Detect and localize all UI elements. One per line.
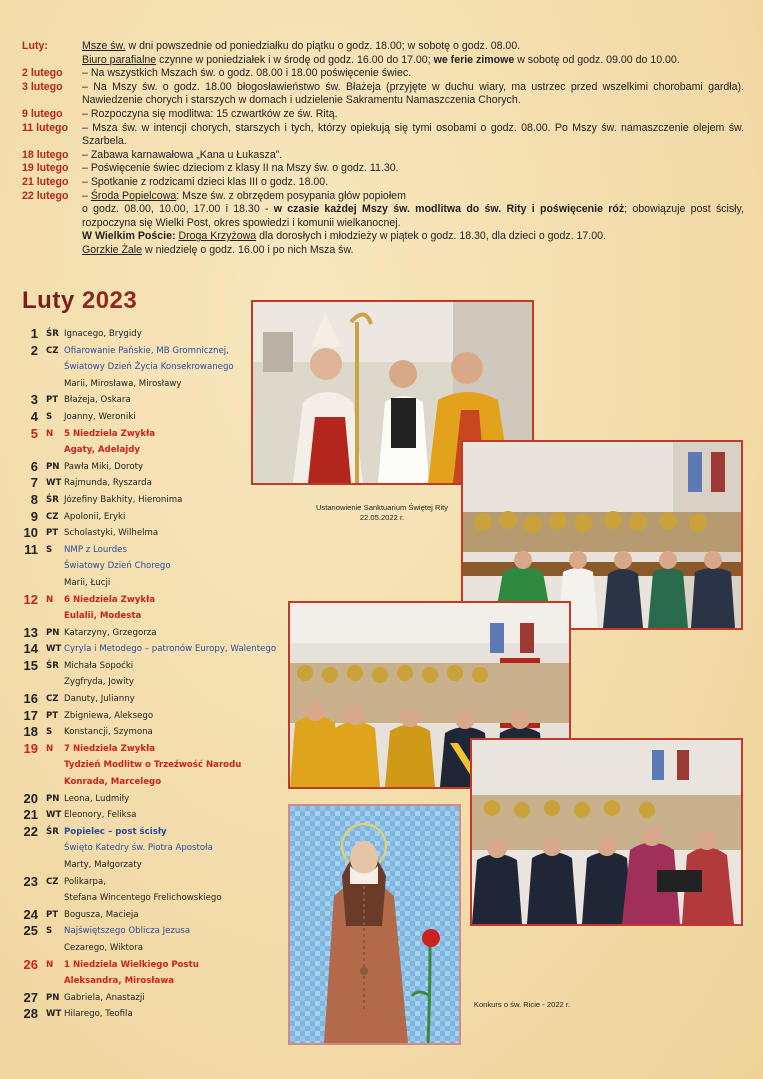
announcement-date: 3 lutego [22, 80, 63, 93]
weekday-abbr: PN [46, 461, 60, 472]
weekday-abbr: PN [46, 627, 60, 638]
announcement-segment: Biuro parafialne [82, 53, 157, 66]
day-description: Pawła Miki, Doroty [64, 461, 144, 472]
day-description: Tydzień Modlitw o Trzeźwość Narodu [64, 760, 242, 771]
day-number: 24 [23, 906, 38, 922]
announcement-date: 19 lutego [22, 162, 69, 175]
day-description: Święto Katedry św. Piotra Apostoła [64, 843, 213, 854]
photo-bishops-camera [470, 738, 743, 926]
announcement-date: 21 lutego [22, 175, 69, 188]
day-description: Katarzyny, Grzegorza [64, 627, 157, 638]
calendar-day [22, 807, 282, 824]
weekday-abbr: ŚR [46, 826, 59, 837]
announcement-segment: w czasie każdej Mszy św. modlitwa do św. Rity i poświęcenie róż [273, 203, 625, 216]
day-number: 22 [23, 823, 38, 839]
announcement-text [82, 203, 744, 230]
announcement-text [82, 176, 744, 190]
announcement-row [22, 40, 744, 54]
calendar-day [22, 509, 282, 526]
announcement-row [22, 54, 744, 68]
announcement-row [22, 230, 744, 244]
announcement-text [82, 81, 744, 108]
day-description: Polikarpa, [64, 876, 106, 887]
day-number: 23 [23, 873, 38, 889]
day-description: Zbigniewa, Aleksego [64, 710, 154, 721]
day-description: Najświętszego Oblicza Jezusa [64, 926, 191, 937]
weekday-abbr: PT [46, 395, 59, 406]
day-number: 25 [23, 923, 38, 939]
calendar-day [22, 426, 282, 459]
day-description: 1 Niedziela Wielkiego Postu [64, 959, 199, 970]
weekday-abbr: N [46, 959, 54, 970]
calendar-day [22, 625, 282, 642]
day-number: 27 [23, 989, 38, 1005]
weekday-abbr: PN [46, 992, 60, 1003]
announcement-segment: ; obowiązuje post ścisły, rozpoczyna się Wielki Post, okres spowiedzi i komunii wielkanocnej. [82, 203, 744, 229]
day-description: Ignacego, Brygidy [64, 329, 142, 339]
calendar-day [22, 874, 282, 907]
announcement-segment: Msze św. [82, 40, 126, 52]
weekday-abbr: PT [46, 710, 59, 721]
day-description: Cezarego, Wiktora [64, 942, 143, 953]
weekday-abbr: N [46, 594, 54, 605]
day-number: 17 [23, 707, 38, 723]
caption-line-2: 22.05.2022 r. [359, 513, 405, 522]
announcement-segment: – Na wszystkich Mszach św. o godz. 08.00 i 18.00 poświęcenie świec. [82, 67, 412, 80]
day-description: Marty, Małgorzaty [64, 860, 142, 870]
day-number: 26 [23, 956, 38, 972]
weekday-abbr: PT [46, 528, 59, 539]
day-description: Gabriela, Anastazji [64, 992, 145, 1003]
announcement-date: 9 lutego [22, 107, 63, 120]
calendar-day [22, 907, 282, 924]
day-number: 3 [30, 392, 38, 408]
announcement-row [22, 67, 744, 81]
day-description: Światowy Dzień Życia Konsekrowanego [64, 362, 234, 373]
day-description: Marii, Łucji [64, 577, 111, 588]
announcement-segment: – Msza św. w intencji chorych, starszych i tych, którzy opiekują się tymi osobami o godz. 08.00. Po Mszy św. namaszczenie olejem św. Szarbela. [82, 121, 744, 148]
announcement-text [82, 67, 744, 81]
month-title [22, 287, 137, 315]
announcement-date [22, 244, 82, 258]
announcement-segment: – Spotkanie z rodzicami dzieci klas III o godz. 18.00. [82, 175, 329, 188]
weekday-abbr: ŚR [46, 494, 59, 505]
announcement-segment: we ferie zimowe [433, 53, 515, 66]
announcement-row [22, 149, 744, 163]
day-description: 5 Niedziela Zwykła [64, 428, 156, 439]
day-description: Ofiarowanie Pańskie, MB Gromnicznej, [64, 345, 229, 356]
weekday-abbr: WT [46, 810, 62, 821]
weekday-abbr: CZ [46, 345, 59, 356]
day-description: Apolonii, Eryki [64, 511, 126, 522]
day-number: 12 [23, 591, 38, 607]
day-description: Cyryla i Metodego – patronów Europy, Walentego [64, 644, 277, 655]
day-description: Eulalii, Modesta [64, 611, 142, 622]
announcement-segment: o godz. 08.00, 10.00, 17.00 i 18.30 - [82, 203, 274, 216]
day-description: Józefiny Bakhity, Hieronima [64, 494, 183, 505]
announcement-date [22, 54, 82, 68]
announcement-date: Luty: [22, 40, 48, 52]
day-description: Joanny, Weroniki [64, 411, 136, 422]
announcement-segment: Środa Popielcowa [90, 189, 177, 202]
day-description: Hilarego, Teofila [64, 1009, 133, 1020]
day-description: NMP z Lourdes [64, 544, 127, 555]
calendar-day [22, 724, 282, 741]
day-number: 20 [23, 790, 38, 806]
announcement-row [22, 244, 744, 258]
drawing-caption: Konkurs o św. Ricie - 2022 r. [473, 1000, 571, 1009]
day-number: 11 [24, 541, 38, 557]
announcement-row [22, 81, 744, 108]
day-number: 8 [30, 491, 38, 507]
day-description: Popielec – post ścisły [64, 826, 167, 837]
day-description: Światowy Dzień Chorego [64, 561, 171, 572]
calendar-day [22, 392, 282, 409]
day-number: 4 [30, 408, 38, 424]
announcement-row [22, 122, 744, 149]
day-number: 16 [23, 691, 38, 707]
announcement-date [22, 203, 82, 230]
calendar-day [22, 658, 282, 691]
calendar-day [22, 409, 282, 426]
calendar-list [22, 326, 282, 1023]
announcement-text [82, 54, 744, 68]
day-number: 14 [23, 641, 38, 657]
drawing-saint-rita [288, 804, 461, 1045]
announcement-segment: w dni powszednie od poniedziałku do piątku o godz. 18.00; w sobotę o godz. 08.00. [125, 40, 521, 52]
calendar-day [22, 343, 282, 393]
calendar-day [22, 1006, 282, 1023]
day-description: Bogusza, Macieja [64, 909, 139, 920]
announcement-row [22, 190, 744, 204]
announcement-text [82, 122, 744, 149]
announcement-segment: : Msze św. z obrzędem posypania głów popiołem [176, 189, 406, 202]
announcement-segment: czynne w poniedziałek i w środę od godz. 16.00 do 17.00; [156, 53, 434, 66]
calendar-day [22, 691, 282, 708]
month-year: 2023 [81, 287, 138, 314]
announcement-segment: – [82, 189, 91, 202]
announcement-row [22, 162, 744, 176]
day-description: Błażeja, Oskara [64, 395, 131, 406]
announcement-date: 22 lutego [22, 189, 69, 202]
announcement-text [82, 149, 744, 163]
day-number: 13 [23, 624, 38, 640]
day-number: 28 [23, 1006, 38, 1022]
day-description: Stefana Wincentego Frelichowskiego [64, 893, 222, 904]
day-description: Scholastyki, Wilhelma [64, 528, 159, 539]
announcement-row [22, 176, 744, 190]
day-description: Michała Sopoćki [64, 660, 134, 671]
day-description: Konstancji, Szymona [64, 727, 153, 738]
calendar-day [22, 542, 282, 592]
weekday-abbr: CZ [46, 694, 59, 705]
day-description: Rajmunda, Ryszarda [64, 478, 152, 489]
announcement-text [82, 244, 744, 258]
calendar-day [22, 791, 282, 808]
day-description: 6 Niedziela Zwykła [64, 594, 156, 605]
weekday-abbr: WT [46, 644, 62, 655]
calendar-day [22, 957, 282, 990]
day-number: 21 [23, 807, 38, 823]
caption-line-1: Ustanowienie Sanktuarium Świętej Rity [315, 503, 449, 512]
weekday-abbr: S [46, 727, 53, 738]
calendar-day [22, 923, 282, 956]
announcement-text [82, 40, 744, 54]
calendar-day [22, 492, 282, 509]
day-description: Leona, Ludmiły [64, 793, 130, 804]
day-description: 7 Niedziela Zwykła [64, 743, 156, 754]
day-number: 1 [30, 326, 38, 341]
weekday-abbr: S [46, 926, 53, 937]
announcements [22, 40, 744, 258]
calendar-day [22, 708, 282, 725]
day-number: 15 [23, 657, 38, 673]
calendar-day [22, 592, 282, 625]
announcement-segment: dla dorosłych i młodzieży w piątek o godz. 18.30, dla dzieci o godz. 17.00. [256, 230, 606, 243]
calendar-day [22, 475, 282, 492]
announcement-row [22, 108, 744, 122]
announcement-text [82, 190, 744, 204]
day-description: Danuty, Julianny [64, 694, 135, 705]
announcement-date: 11 lutego [22, 121, 68, 134]
announcement-segment: Gorzkie Żale [82, 243, 143, 256]
announcement-segment: – Poświęcenie świec dzieciom z klasy II na Mszy św. o godz. 11.30. [82, 162, 399, 175]
day-number: 10 [23, 525, 38, 541]
day-description: Aleksandra, Mirosława [64, 976, 175, 987]
day-description: Zygfryda, Jowity [64, 677, 134, 688]
weekday-abbr: S [46, 411, 53, 422]
calendar-day [22, 525, 282, 542]
announcement-text [82, 162, 744, 176]
day-description: Agaty, Adelajdy [64, 445, 140, 456]
calendar-day [22, 990, 282, 1007]
day-description: Eleonory, Feliksa [64, 810, 137, 821]
day-number: 9 [30, 508, 38, 524]
day-description: Konrada, Marcelego [64, 777, 162, 788]
weekday-abbr: WT [46, 1009, 62, 1020]
weekday-abbr: CZ [46, 511, 59, 522]
calendar-day [22, 641, 282, 658]
weekday-abbr: ŚR [46, 329, 59, 339]
day-number: 18 [23, 724, 38, 740]
weekday-abbr: N [46, 743, 54, 754]
day-number: 19 [23, 740, 38, 756]
weekday-abbr: CZ [46, 876, 59, 887]
announcement-date: 2 lutego [22, 67, 63, 80]
announcement-row [22, 203, 744, 230]
announcement-segment: w niedzielę o godz. 16.00 i po nich Msza św. [142, 243, 354, 256]
calendar-day [22, 741, 282, 791]
weekday-abbr: PN [46, 793, 60, 804]
announcement-text [82, 230, 744, 244]
announcement-text [82, 108, 744, 122]
day-number: 6 [30, 458, 38, 474]
announcement-date [22, 230, 82, 244]
day-description: Marii, Mirosława, Mirosławy [64, 378, 182, 389]
weekday-abbr: ŚR [46, 660, 59, 671]
weekday-abbr: WT [46, 478, 62, 489]
announcement-segment: w sobotę od godz. 09.00 do 10.00. [514, 53, 680, 66]
weekday-abbr: PT [46, 909, 59, 920]
announcement-date: 18 lutego [22, 148, 69, 161]
calendar-day [22, 326, 282, 343]
announcement-segment: Droga Krzyżowa [178, 230, 257, 243]
announcement-segment: – Na Mszy św. o godz. 18.00 błogosławieństwo św. Błażeja (przyjęte w duchu wiary, ma ustrzec przed wszelkimi chorobami gardła). Nawiedzenie chorych i starszych w domach i udzielenie Sakramentu Namaszczenia Chorych. [82, 80, 744, 107]
day-number: 5 [30, 425, 38, 441]
calendar-day [22, 824, 282, 874]
month-name: Luty [22, 287, 75, 314]
weekday-abbr: N [46, 428, 54, 439]
calendar-day [22, 459, 282, 476]
announcement-segment: – Rozpoczyna się modlitwa: 15 czwartków ze św. Ritą. [82, 107, 338, 120]
announcement-segment: – Zabawa karnawałowa „Kana u Łukasza”. [82, 148, 283, 161]
day-number: 2 [30, 342, 38, 358]
weekday-abbr: S [46, 544, 53, 555]
day-number: 7 [30, 475, 38, 491]
announcement-segment: W Wielkim Poście: [82, 230, 179, 243]
